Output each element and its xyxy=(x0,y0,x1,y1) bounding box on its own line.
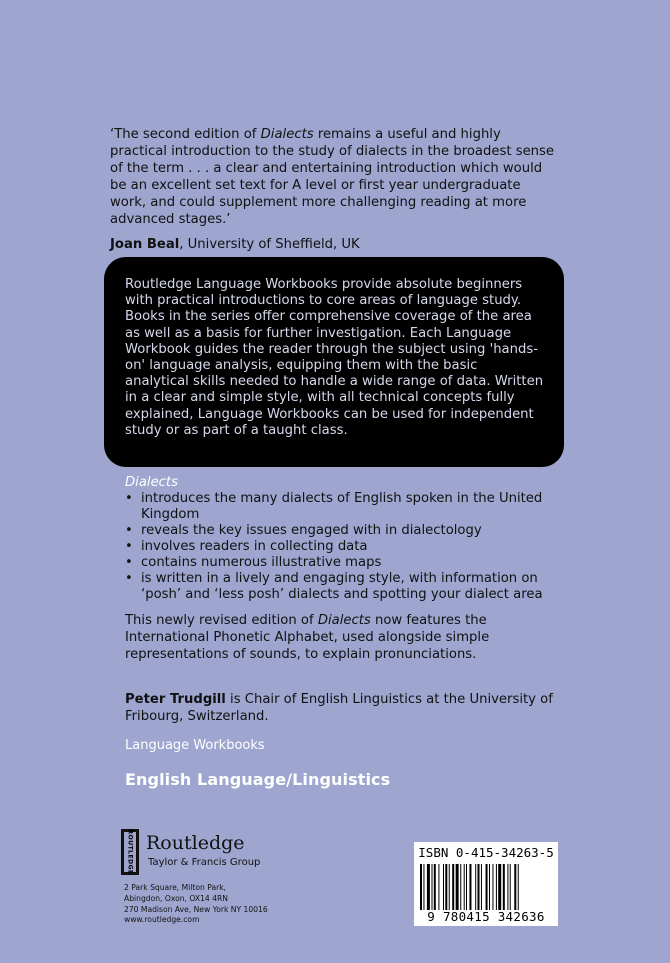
barcode-bar xyxy=(514,864,516,910)
features-heading: Dialects xyxy=(125,475,178,490)
barcode-bar xyxy=(481,864,482,910)
barcode-bar xyxy=(469,864,471,910)
publisher-address xyxy=(124,883,344,926)
isbn-number: ISBN 0-415-34263-5 xyxy=(418,845,554,860)
quote-book-title: Dialects xyxy=(260,127,314,142)
barcode-bar xyxy=(498,864,501,910)
barcode-bar xyxy=(478,864,480,910)
barcode-bar xyxy=(443,864,444,910)
barcode-bar xyxy=(466,864,467,910)
quote-text: ‘The second edition of Dialects remains a useful and highly practical introduction to the study of dialects in the broadest sense of the term . . . a clear and entertaining introduction which would be an excellent set text for A level or first year undergraduate work, and could supplement more challenging reading at more advanced stages.’ xyxy=(110,127,555,227)
feature-item: • introduces the many dialects of English spoken in the United Kingdom xyxy=(125,491,565,523)
barcode-bar xyxy=(486,864,488,910)
address-line: 2 Park Square, Milton Park, xyxy=(124,883,227,892)
feature-item: • reveals the key issues engaged with in dialectology xyxy=(125,523,565,539)
subject-category: English Language/Linguistics xyxy=(125,770,391,789)
barcode-bar xyxy=(449,864,450,910)
barcode-bar xyxy=(445,864,447,910)
ean-number: 9 780415 342636 xyxy=(427,909,545,924)
barcode-bar xyxy=(503,864,505,910)
barcode-bar xyxy=(496,864,497,910)
barcode-bar xyxy=(438,864,439,910)
barcode-bar xyxy=(432,864,433,910)
address-line: www.routledge.com xyxy=(124,915,200,925)
revised-book-title: Dialects xyxy=(317,613,371,628)
publisher-vertical-wordmark: ROUTLEDGE xyxy=(126,829,134,875)
publisher-logo xyxy=(121,829,321,879)
feature-item: • is written in a lively and engaging style, with information on ‘posh’ and ‘less posh’ dialects and spotting your dialect area xyxy=(125,571,565,603)
quote-affiliation: , University of Sheffield, UK xyxy=(179,237,360,252)
isbn-barcode xyxy=(414,842,558,926)
revised-edition-note: This newly revised edition of Dialects now features the International Phonetic Alphabet, used alongside simple representations of sounds, to explain pronunciations. xyxy=(125,613,490,662)
barcode-bar xyxy=(427,864,430,910)
feature-item: • contains numerous illustrative maps xyxy=(125,555,565,571)
quote-attribution xyxy=(110,236,560,253)
series-name: Language Workbooks xyxy=(125,738,265,753)
series-description-panel xyxy=(104,257,564,467)
series-description-text: Routledge Language Workbooks provide absolute beginners with practical introductions to core areas of language study. Books in the series offer comprehensive coverage of the area as well as a basis for further investigation. Each Language Workbook guides the reader through the subject using 'hands-on' language analysis, equipping them with the basic analytical skills needed to handle a wide range of data. Written in a clear and simple style, with all technical concepts fully explained, Language Workbooks can be used for independent study or as part of a taught class. xyxy=(125,277,544,438)
barcode-bar xyxy=(518,864,519,910)
author-bio: Peter Trudgill is Chair of English Linguistics at the University of Fribourg, Switzerland. xyxy=(125,692,553,724)
address-line: 270 Madison Ave, New York NY 10016 xyxy=(124,904,268,914)
barcode-bar xyxy=(456,864,459,910)
barcode-bar xyxy=(420,864,422,910)
barcode-bar xyxy=(492,864,493,910)
publisher-group: Taylor & Francis Group xyxy=(148,857,261,868)
barcode-bar xyxy=(423,864,424,910)
author-name: Peter Trudgill xyxy=(125,692,226,707)
barcode-bar xyxy=(510,864,511,910)
barcode-icon xyxy=(420,864,552,910)
barcode-bar xyxy=(507,864,508,910)
quote-author: Joan Beal xyxy=(110,237,180,252)
address-line: Abingdon, Oxon, OX14 4RN xyxy=(124,893,228,903)
publisher-name: Routledge xyxy=(146,832,245,854)
barcode-bar xyxy=(460,864,461,910)
feature-item: • involves readers in collecting data xyxy=(125,539,565,555)
barcode-bar xyxy=(434,864,436,910)
barcode-bar xyxy=(475,864,476,910)
barcode-bar xyxy=(464,864,465,910)
barcode-bar xyxy=(452,864,454,910)
features-list xyxy=(125,475,565,603)
features-bullets xyxy=(125,491,565,603)
review-quote xyxy=(110,126,560,253)
barcode-bar xyxy=(489,864,490,910)
